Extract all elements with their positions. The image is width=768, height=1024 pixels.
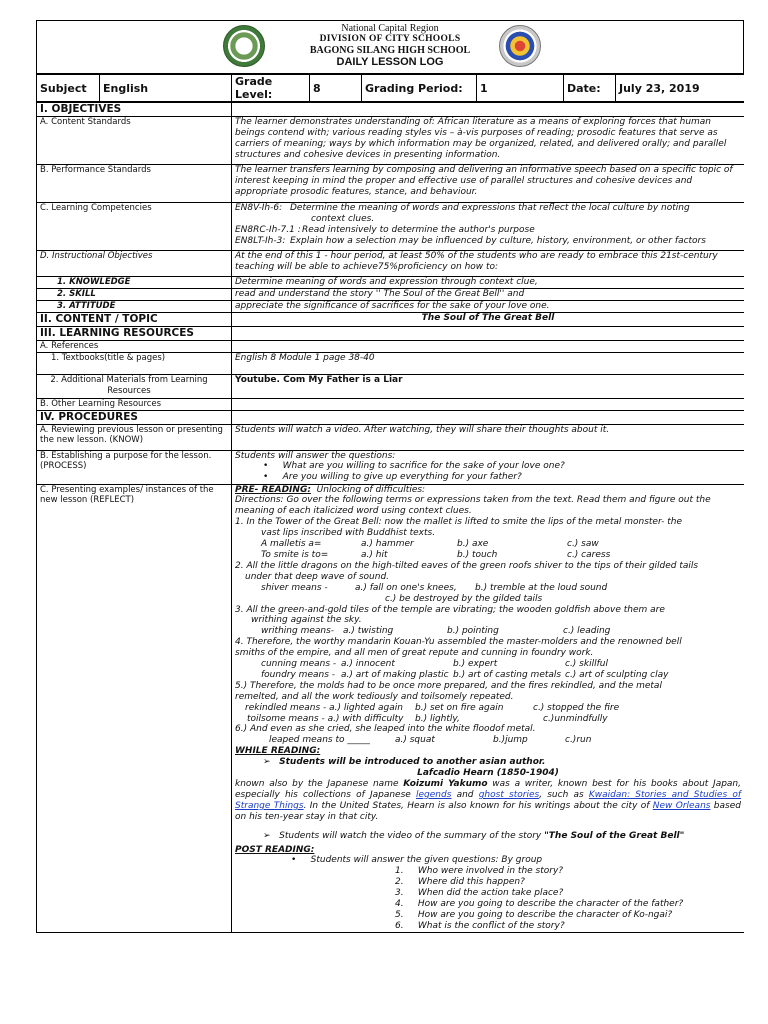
new-orleans-link[interactable]: New Orleans xyxy=(652,800,711,811)
school-seal-icon xyxy=(223,25,265,67)
document-title: DAILY LESSON LOG xyxy=(336,56,444,68)
region-name: National Capital Region xyxy=(341,23,439,34)
procedure-a: Students will watch a video. After watching, they will share their thoughts about it. xyxy=(232,424,745,450)
content-standards-label: A. Content Standards xyxy=(37,117,232,165)
grade-label: Grade Level: xyxy=(232,75,310,102)
period-value: 1 xyxy=(477,75,564,102)
instructional-objectives-label: D. Instructional Objectives xyxy=(37,251,232,277)
procedure-b-label: B. Establishing a purpose for the lesson. (PROCESS) xyxy=(37,450,232,484)
knowledge-objective: Determine meaning of words and expression through context clue, xyxy=(232,277,745,289)
additional-materials: Youtube. Com My Father is a Liar xyxy=(232,374,745,398)
kwaidan-link[interactable]: Kwaidan: Stories and Studies of Strange Things xyxy=(235,789,742,811)
school-name: BAGONG SILANG HIGH SCHOOL xyxy=(309,45,471,56)
skill-label: 2. SKILL xyxy=(37,288,232,300)
date-label: Date: xyxy=(564,75,616,102)
document-header xyxy=(36,20,744,74)
subject-label: Subject xyxy=(37,75,100,102)
attitude-objective: appreciate the significance of sacrifices for the sake of your love one. xyxy=(232,300,745,312)
procedure-a-label: A. Reviewing previous lesson or presenting the new lesson. (KNOW) xyxy=(37,424,232,450)
legends-link[interactable]: legends xyxy=(416,789,452,800)
procedures-heading: IV. PROCEDURES xyxy=(37,410,232,424)
period-label: Grading Period: xyxy=(362,75,477,102)
additional-materials-label: 2. Additional Materials from Learning Resources xyxy=(37,374,232,398)
other-resources-label: B. Other Learning Resources xyxy=(37,398,232,410)
references-label: A. References xyxy=(37,340,232,352)
performance-standards: The learner transfers learning by composing and delivering an informative speech based on a specific topic of interest keeping in mind the proper and effective use of parallel structures and cohesive devices and appropriate prosodic features, stance, and behaviour. xyxy=(232,165,745,203)
lesson-log-page xyxy=(36,20,744,1020)
instructional-objectives: At the end of this 1 - hour period, at least 50% of the students who are ready to embrace this 21st-century teaching will be able to achieve75%proficiency on how to: xyxy=(232,251,745,277)
learning-competencies: EN8V-Ih-6: Determine the meaning of words and expressions that reflect the local culture by noting context clues. EN8RC-Ih-7.1 : Read intensively to determine the author's purpose EN8LT-Ih-3: Explain how a selection may be influenced by culture, history, environment, or other factors xyxy=(232,203,745,251)
division-seal-icon xyxy=(499,25,541,67)
date-value: July 23, 2019 xyxy=(616,75,745,102)
subject-value: English xyxy=(100,75,232,102)
info-table xyxy=(36,74,744,102)
knowledge-label: 1. KNOWLEDGE xyxy=(37,277,232,289)
learning-competencies-label: C. Learning Competencies xyxy=(37,203,232,251)
division-name: DIVISION OF CITY SCHOOLS xyxy=(319,34,461,44)
content-standards: The learner demonstrates understanding of: African literature as a means of exploring forces that human beings contend with; various reading styles vis – à-vis purposes of reading; prosodic features that serve as carriers of meaning; ways by which information may be organized, related, and delivered orally; and parallel structures and cohesive devices in presenting information. xyxy=(232,117,745,165)
ghost-stories-link[interactable]: ghost stories xyxy=(478,789,540,800)
grade-value: 8 xyxy=(310,75,362,102)
performance-standards-label: B. Performance Standards xyxy=(37,165,232,203)
textbooks-label: 1. Textbooks(title & pages) xyxy=(37,352,232,374)
content-topic-heading: II. CONTENT / TOPIC xyxy=(37,312,232,326)
content-topic: The Soul of The Great Bell xyxy=(232,312,745,326)
textbooks: English 8 Module 1 page 38-40 xyxy=(232,352,745,374)
learning-resources-heading: III. LEARNING RESOURCES xyxy=(37,326,232,340)
procedure-c: PRE- READING: Unlocking of difficulties: Directions: Go over the following terms or expressions taken from the text. Read them and figure out the meaning of each italicized word using context clues. 1. In the Tower of the Great Bell: now the mallet is lifted to smite the lips of the metal monster- the vast lips inscribed with Buddhist texts. A malletis a= a.) hammer b.) axe c.) saw To smite is to= a.) hit b.) touch c.) caress 2. All the little dragons on the high-tilted eaves of the green roofs shiver to the tips of their gilded tails under that deep wave of sound. shiver means - a.) fall on one's knees, b.) tremble at the loud sound c.) be destroyed by the gilded tails 3. All the green-and-gold tiles of the temple are vibrating; the wooden goldfish above them are writhing against the sky. writhing means- a.) twisting b.) pointing c.) leading 4. Therefore, the worthy mandarin Kouan-Yu assembled the master-molders and the renowned bell smiths of the empire, and all men of great repute and cunning in foundry work. cunning means - a.) innocent b.) expert c.) skillful foundry means - a.) art of making plastic b.) art of casting metals c.) art of sculpting clay 5.) Therefore, the molds had to be once more prepared, and the fires rekindled, and the metal remelted, and all the work tediously and toilsomely repeated. rekindled means - a.) lighted again b.) set on fire again c.) stopped the fire toilsome means - a.) with difficulty b.) lightly, c.)unmindfully 6.) And even as she cried, she leaped into the white floodof metal. leaped means to _____ a.) squat b.)jump c.)run WHILE READING: ➢ Students will be introduced to another asian author. Lafcadio Hearn (1850-1904) known also by the Japanese name Koizumi Yakumo was a writer, known best for his books about Japan, especially his collections of Japanese legends and ghost stories, such as Kwaidan: Stories and Studies of Strange Things. In the United States, Hearn is also known for his writings about the city of New Orleans based on his ten-year stay in that city. ➢ Students will watch the video of the summary of the story "The Soul of the Great Bell" POST READING: • Students will answer the given questions: By group 1. Who were involved in the story? 2. Where did this happen? 3. When did the action take place? 4. How are you going to describe the character of the father? 5. How are you going to describe the character of Ko-ngai? 6. What is the conflict of the story? xyxy=(232,484,745,932)
procedure-b: Students will answer the questions: • What are you willing to sacrifice for the sake of your love one? • Are you willing to give up everything for your father? xyxy=(232,450,745,484)
procedure-c-label: C. Presenting examples/ instances of the new lesson (REFLECT) xyxy=(37,484,232,932)
skill-objective: read and understand the story '' The Soul of the Great Bell'' and xyxy=(232,288,745,300)
lesson-table xyxy=(36,102,744,933)
objectives-heading: I. OBJECTIVES xyxy=(37,103,232,117)
attitude-label: 3. ATTITUDE xyxy=(37,300,232,312)
